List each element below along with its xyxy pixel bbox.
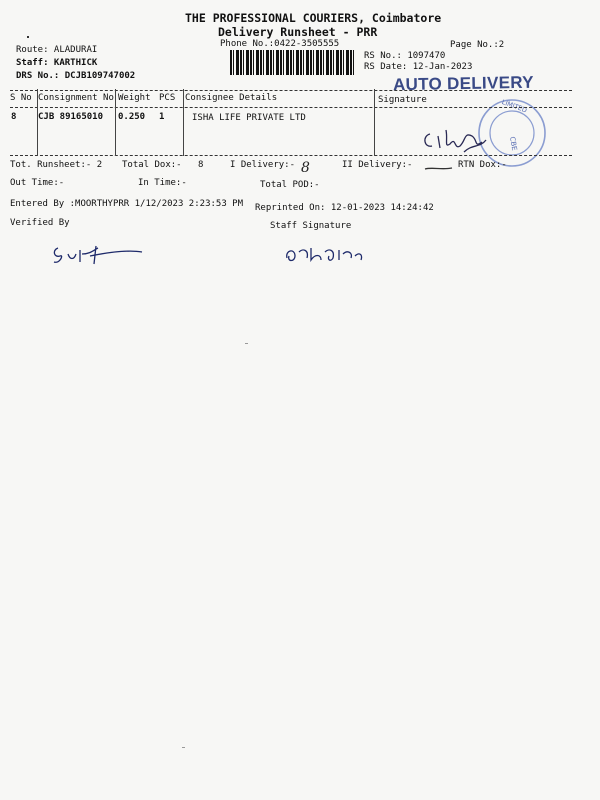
header-sno: S No bbox=[10, 93, 32, 103]
reprinted-on: Reprinted On: 12-01-2023 14:24:42 bbox=[255, 203, 434, 213]
ii-delivery-dash bbox=[424, 166, 454, 172]
row-weight: 0.250 bbox=[118, 112, 146, 122]
i-delivery-handwritten: 8 bbox=[301, 160, 310, 176]
scan-speck bbox=[182, 747, 185, 748]
i-delivery-label: I Delivery:- bbox=[230, 160, 296, 170]
header-weight: Weight bbox=[118, 93, 151, 103]
staff-signature-label: Staff Signature bbox=[270, 221, 352, 231]
total-dox-value: 8 bbox=[198, 160, 204, 170]
auto-delivery-stamp: AUTO DELIVERY bbox=[392, 72, 535, 95]
scan-speck bbox=[245, 343, 248, 344]
staff-signature bbox=[283, 240, 373, 270]
receiver-signature bbox=[420, 122, 500, 158]
entered-by: Entered By :MOORTHYPRR 1/12/2023 2:23:53 PM bbox=[10, 199, 243, 209]
row-pcs: 1 bbox=[159, 112, 165, 122]
header-consignment: Consignment No bbox=[38, 93, 114, 103]
row-consignment: CJB 89165010 bbox=[38, 112, 104, 122]
total-dox-label: Total Dox:- bbox=[122, 160, 182, 170]
page-number: Page No.:2 bbox=[450, 40, 505, 50]
row-consignee: ISHA LIFE PRIVATE LTD bbox=[192, 113, 306, 123]
header-consignee: Consignee Details bbox=[185, 93, 278, 103]
verified-by-label: Verified By bbox=[10, 218, 70, 228]
out-time-label: Out Time:- bbox=[10, 178, 65, 188]
verifier-signature bbox=[50, 240, 150, 270]
company-title: THE PROFESSIONAL COURIERS, Coimbatore bbox=[185, 11, 442, 25]
runsheet-subtitle: Delivery Runsheet - PRR bbox=[218, 25, 378, 39]
scan-speck bbox=[27, 36, 29, 38]
total-pod-label: Total POD:- bbox=[260, 180, 320, 190]
svg-text:CBE: CBE bbox=[508, 135, 519, 152]
phone-number: Phone No.:0422-3505555 bbox=[220, 39, 340, 49]
rs-number: RS No.: 1097470 bbox=[364, 51, 446, 61]
rs-date: RS Date: 12-Jan-2023 bbox=[364, 62, 473, 72]
header-signature: Signature bbox=[378, 95, 427, 105]
drs-number: DRS No.: DCJB109747002 bbox=[16, 71, 136, 81]
barcode bbox=[230, 50, 355, 75]
header-pcs: PCS bbox=[159, 93, 176, 103]
route-label: Route: ALADURAI bbox=[16, 45, 98, 55]
svg-text:LIMITED: LIMITED bbox=[500, 97, 529, 115]
row-sno: 8 bbox=[11, 112, 17, 122]
total-runsheet: Tot. Runsheet:- 2 bbox=[10, 160, 103, 170]
rtn-dox-label: RTN Dox:- bbox=[458, 160, 507, 170]
staff-label: Staff: KARTHICK bbox=[16, 58, 98, 68]
ii-delivery-label: II Delivery:- bbox=[342, 160, 413, 170]
in-time-label: In Time:- bbox=[138, 178, 187, 188]
